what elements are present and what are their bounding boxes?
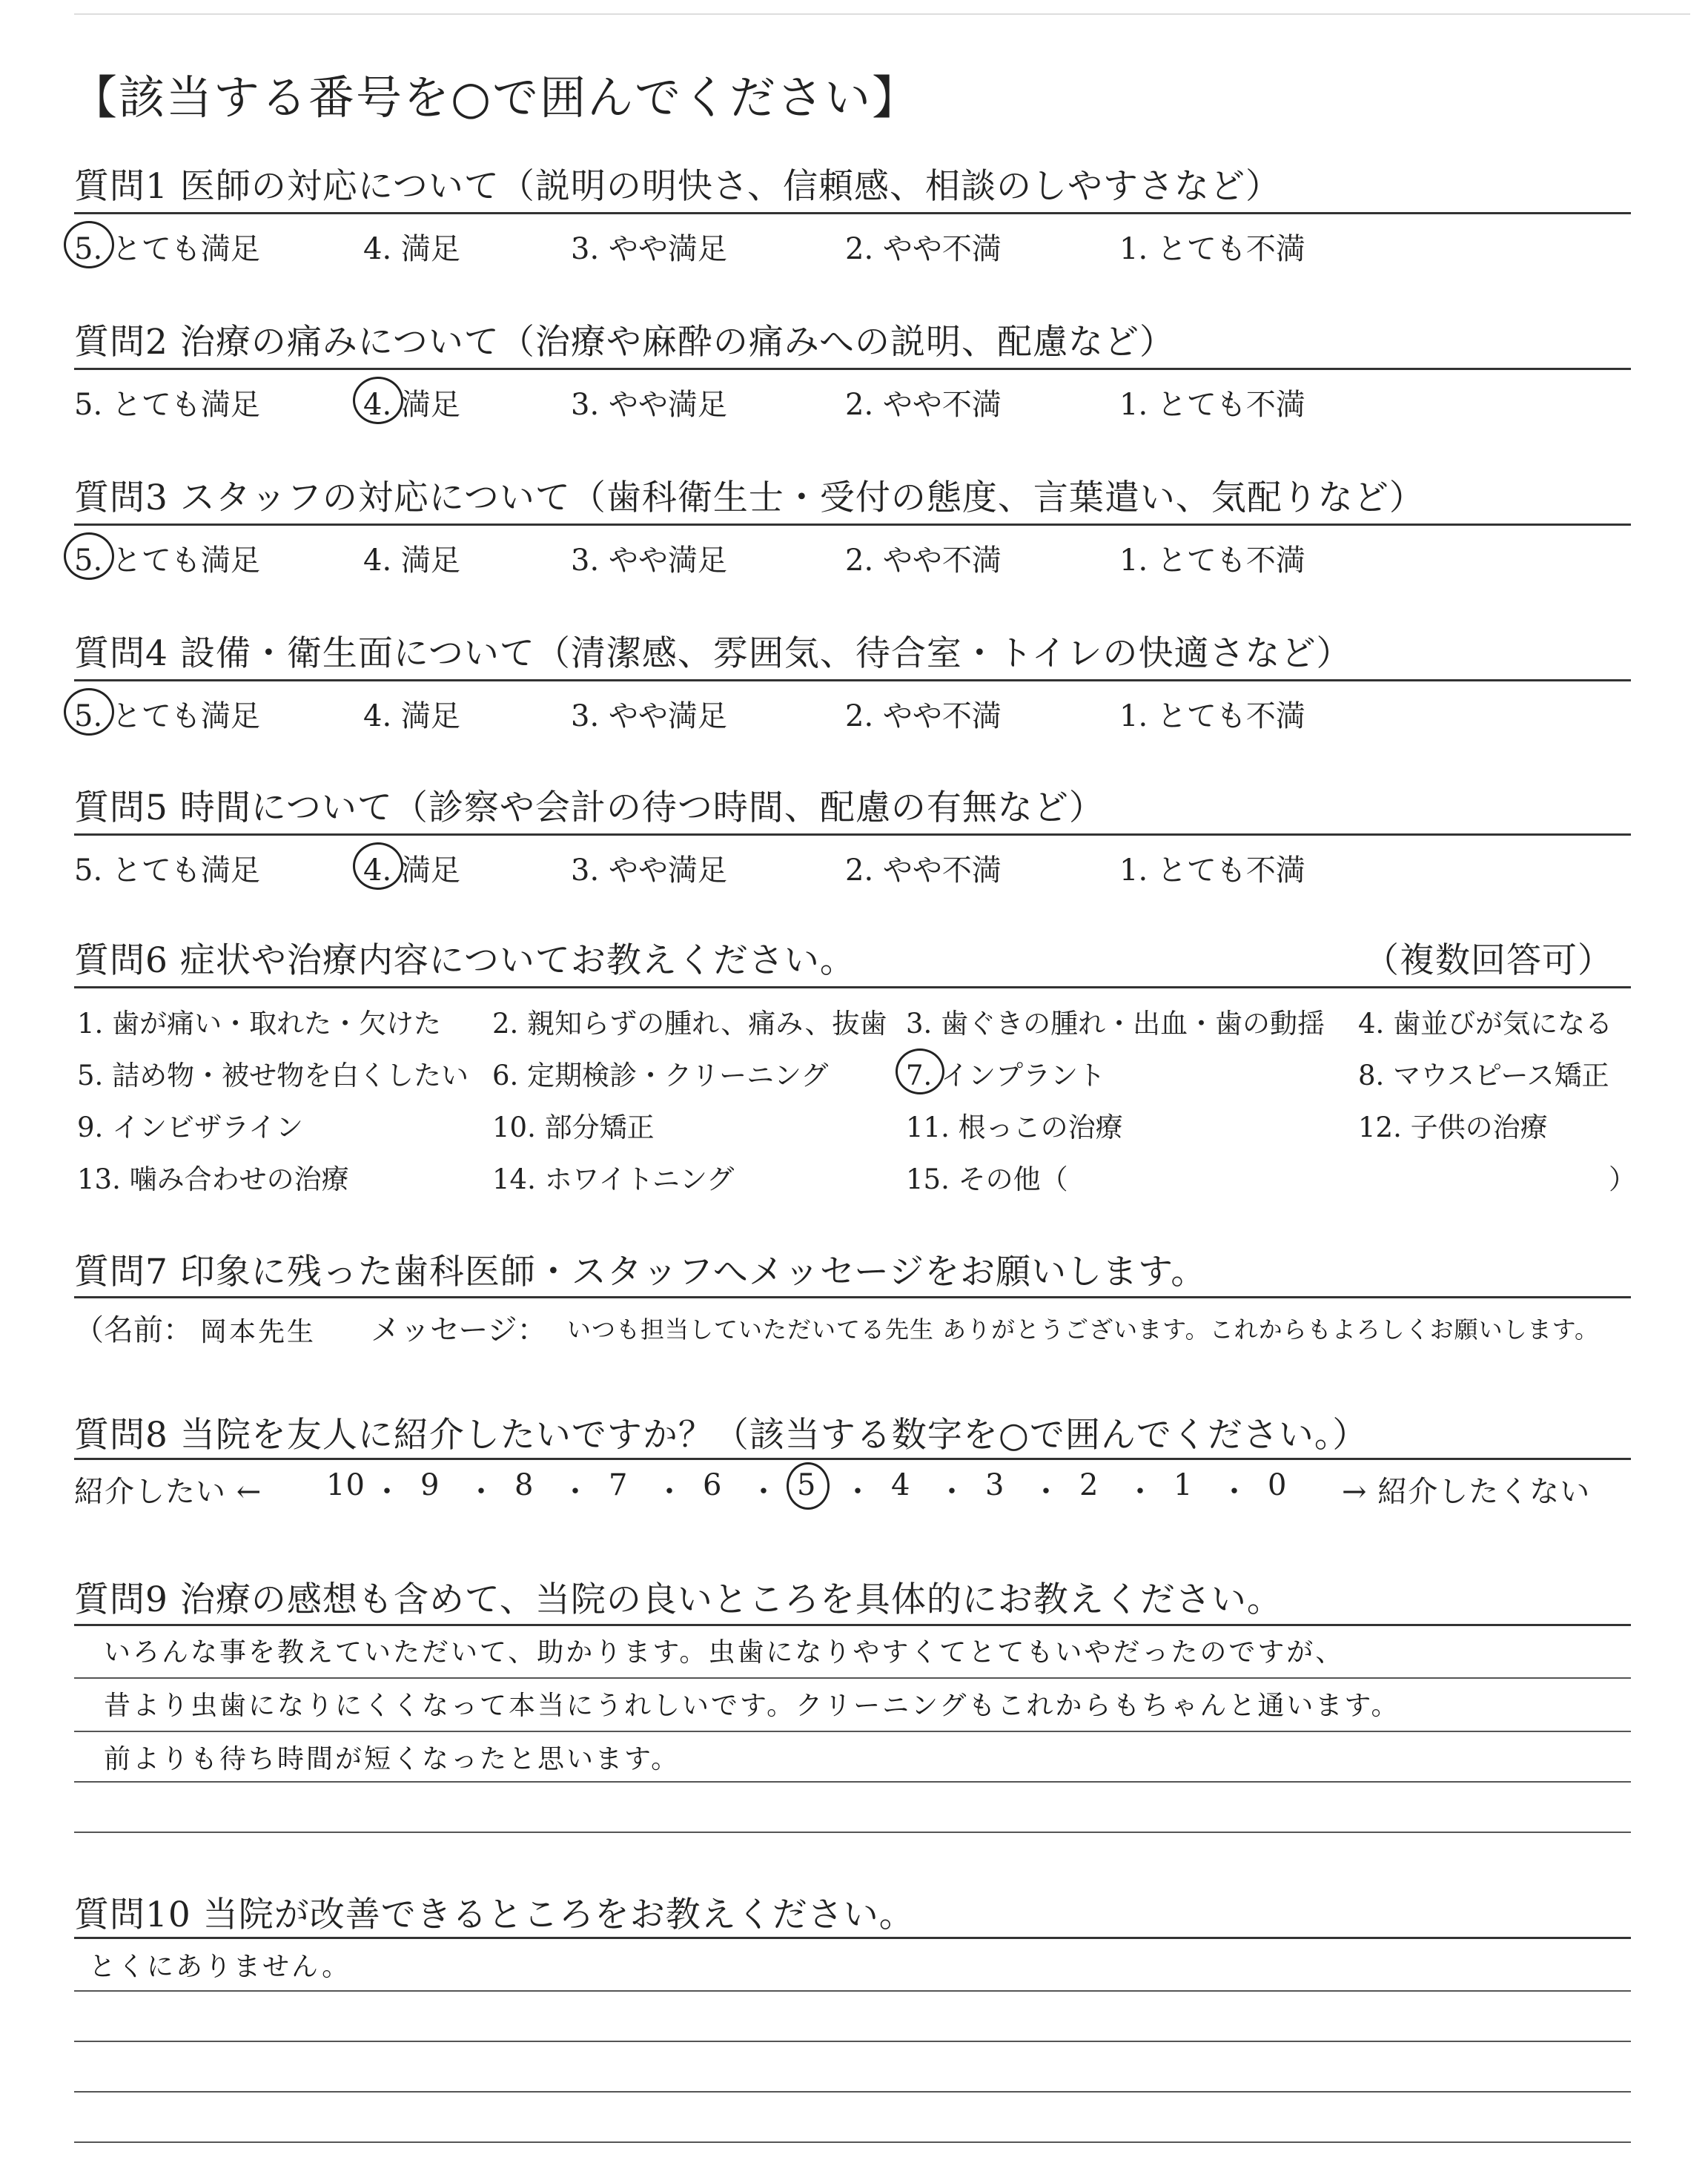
- q6-label: 質問6 症状や治療内容についてお教えください。: [74, 940, 855, 981]
- q8-scale-0[interactable]: 0: [1268, 1468, 1288, 1502]
- q10-line-3: [74, 2091, 1631, 2093]
- q3-selected-circle: [64, 532, 114, 580]
- q5-rule: [74, 833, 1631, 836]
- q7-label: 質問7 印象に残った歯科医師・スタッフへメッセージをお願いします。: [74, 1252, 1207, 1292]
- q5-label: 質問5 時間について（診察や会計の待つ時間、配慮の有無など）: [74, 787, 1105, 828]
- q8-scale-separator: ・: [843, 1475, 873, 1509]
- q6-rule: [74, 986, 1631, 988]
- q3-option-4[interactable]: 4. 満足: [363, 544, 460, 578]
- q6-option-10[interactable]: 10. 部分矯正: [492, 1112, 655, 1143]
- q8-scale-10[interactable]: 10: [326, 1468, 365, 1502]
- q6-option-7[interactable]: 7. インプラント: [906, 1060, 1106, 1091]
- q6-option-4[interactable]: 4. 歯並びが気になる: [1358, 1008, 1613, 1040]
- q6-note: （複数回答可）: [1364, 940, 1613, 981]
- q5-option-4[interactable]: 4. 満足: [363, 853, 460, 888]
- q9-answer-3[interactable]: 前よりも待ち時間が短くなったと思います。: [104, 1744, 681, 1774]
- q6-option-6[interactable]: 6. 定期検診・クリーニング: [492, 1060, 829, 1091]
- q1-label: 質問1 医師の対応について（説明の明快さ、信頼感、相談のしやすさなど）: [74, 166, 1282, 207]
- q6-other-close: ）: [1609, 1163, 1636, 1195]
- q1-option-5[interactable]: 5. とても満足: [74, 232, 260, 266]
- q8-rule: [74, 1458, 1631, 1460]
- q9-answer-1[interactable]: いろんな事を教えていただいて、助かります。虫歯になりやすくてとてもいやだったのですが、: [104, 1637, 1345, 1668]
- q8-right-label: → 紹介したくない: [1342, 1475, 1591, 1509]
- q4-label: 質問4 設備・衛生面について（清潔感、雰囲気、待合室・トイレの快適さなど）: [74, 633, 1352, 674]
- q4-selected-circle: [64, 688, 114, 736]
- q8-scale-separator: ・: [560, 1475, 591, 1509]
- q1-option-1[interactable]: 1. とても不満: [1119, 232, 1305, 266]
- q6-option-8[interactable]: 8. マウスピース矯正: [1358, 1060, 1609, 1091]
- q6-option-15[interactable]: 15. その他（: [906, 1163, 1068, 1195]
- q10-line-1: [74, 1990, 1631, 1992]
- q6-option-3[interactable]: 3. 歯ぐきの腫れ・出血・歯の動揺: [906, 1008, 1325, 1040]
- q8-label: 質問8 当院を友人に紹介したいですか？（該当する数字を○で囲んでください。）: [74, 1415, 1368, 1456]
- q8-left-label: 紹介したい ←: [74, 1475, 262, 1509]
- q9-line-4: [74, 1832, 1631, 1833]
- q2-option-5[interactable]: 5. とても満足: [74, 388, 260, 422]
- q4-option-2[interactable]: 2. やや不満: [845, 699, 1002, 733]
- q9-answer-2[interactable]: 昔より虫歯になりにくくなって本当にうれしいです。クリーニングもこれからもちゃんと通います。: [104, 1691, 1400, 1721]
- q6-option-5[interactable]: 5. 詰め物・被せ物を白くしたい: [77, 1060, 469, 1091]
- q6-option-2[interactable]: 2. 親知らずの腫れ、痛み、抜歯: [492, 1008, 887, 1040]
- q10-label: 質問10 当院が改善できるところをお教えください。: [74, 1895, 915, 1935]
- q1-option-4[interactable]: 4. 満足: [363, 232, 460, 266]
- q9-line-1: [74, 1677, 1631, 1679]
- q6-option-14[interactable]: 14. ホワイトニング: [492, 1163, 735, 1195]
- q3-label: 質問3 スタッフの対応について（歯科衛生士・受付の態度、言葉遣い、気配りなど）: [74, 478, 1425, 518]
- q8-scale-separator: ・: [1125, 1475, 1156, 1509]
- q1-option-3[interactable]: 3. やや満足: [571, 232, 727, 266]
- q2-rule: [74, 368, 1631, 370]
- q7-message-value[interactable]: いつも担当していただいてる先生 ありがとうございます。これからもよろしくお願いします。: [567, 1315, 1600, 1344]
- q8-scale-separator: ・: [1031, 1475, 1062, 1509]
- q8-scale-separator: ・: [937, 1475, 967, 1509]
- q6-option-11[interactable]: 11. 根っこの治療: [906, 1112, 1123, 1143]
- q8-scale-9[interactable]: 9: [420, 1468, 440, 1502]
- q5-selected-circle: [353, 842, 403, 890]
- q4-option-3[interactable]: 3. やや満足: [571, 699, 727, 733]
- q10-rule: [74, 1937, 1631, 1939]
- q3-option-2[interactable]: 2. やや不満: [845, 544, 1002, 578]
- q2-option-3[interactable]: 3. やや満足: [571, 388, 727, 422]
- q2-label: 質問2 治療の痛みについて（治療や麻酔の痛みへの説明、配慮など）: [74, 322, 1175, 363]
- q6-selected-circle: [896, 1048, 944, 1094]
- q7-name-value[interactable]: 岡本先生: [200, 1317, 317, 1347]
- q8-scale-separator: ・: [372, 1475, 403, 1509]
- q1-selected-circle: [64, 221, 114, 268]
- top-edge-line: [74, 13, 1690, 15]
- q3-rule: [74, 524, 1631, 526]
- q9-line-2: [74, 1731, 1631, 1732]
- q8-scale-1[interactable]: 1: [1174, 1468, 1194, 1502]
- q7-message-label: メッセージ：: [371, 1313, 547, 1347]
- q8-scale-4[interactable]: 4: [891, 1468, 911, 1502]
- q8-scale-separator: ・: [749, 1475, 779, 1509]
- q8-scale-2[interactable]: 2: [1079, 1468, 1099, 1502]
- q8-scale-separator: ・: [1219, 1475, 1250, 1509]
- q9-label: 質問9 治療の感想も含めて、当院の良いところを具体的にお教えください。: [74, 1579, 1282, 1620]
- q3-option-1[interactable]: 1. とても不満: [1119, 544, 1305, 578]
- q10-answer-1[interactable]: とくにありません。: [89, 1952, 351, 1982]
- q8-scale-3[interactable]: 3: [985, 1468, 1005, 1502]
- q4-option-5[interactable]: 5. とても満足: [74, 699, 260, 733]
- q8-selected-circle: [787, 1462, 830, 1510]
- q6-option-1[interactable]: 1. 歯が痛い・取れた・欠けた: [77, 1008, 442, 1040]
- q8-scale-separator: ・: [655, 1475, 685, 1509]
- q2-option-4[interactable]: 4. 満足: [363, 388, 460, 422]
- q1-rule: [74, 212, 1631, 214]
- q6-option-12[interactable]: 12. 子供の治療: [1358, 1112, 1548, 1143]
- q6-option-9[interactable]: 9. インビザライン: [77, 1112, 303, 1143]
- q5-option-5[interactable]: 5. とても満足: [74, 853, 260, 888]
- q2-selected-circle: [353, 377, 403, 424]
- q6-option-13[interactable]: 13. 噛み合わせの治療: [77, 1163, 349, 1195]
- q9-rule: [74, 1624, 1631, 1626]
- q4-option-1[interactable]: 1. とても不満: [1119, 699, 1305, 733]
- q8-scale-8[interactable]: 8: [514, 1468, 534, 1502]
- q10-line-2: [74, 2041, 1631, 2042]
- q5-option-2[interactable]: 2. やや不満: [845, 853, 1002, 888]
- q4-option-4[interactable]: 4. 満足: [363, 699, 460, 733]
- page-title: 【該当する番号を○で囲んでください】: [71, 70, 920, 125]
- q8-scale-6[interactable]: 6: [703, 1468, 723, 1502]
- q8-scale-7[interactable]: 7: [609, 1468, 629, 1502]
- q8-scale-separator: ・: [466, 1475, 497, 1509]
- q9-line-3: [74, 1781, 1631, 1783]
- q3-option-5[interactable]: 5. とても満足: [74, 544, 260, 578]
- q8-scale-5[interactable]: 5: [797, 1468, 817, 1502]
- q7-name-label: （名前：: [74, 1313, 193, 1347]
- q2-option-2[interactable]: 2. やや不満: [845, 388, 1002, 422]
- q1-option-2[interactable]: 2. やや不満: [845, 232, 1002, 266]
- q3-option-3[interactable]: 3. やや満足: [571, 544, 727, 578]
- q2-option-1[interactable]: 1. とても不満: [1119, 388, 1305, 422]
- q10-line-4: [74, 2141, 1631, 2143]
- q5-option-1[interactable]: 1. とても不満: [1119, 853, 1305, 888]
- q4-rule: [74, 679, 1631, 681]
- q5-option-3[interactable]: 3. やや満足: [571, 853, 727, 888]
- q7-rule: [74, 1296, 1631, 1298]
